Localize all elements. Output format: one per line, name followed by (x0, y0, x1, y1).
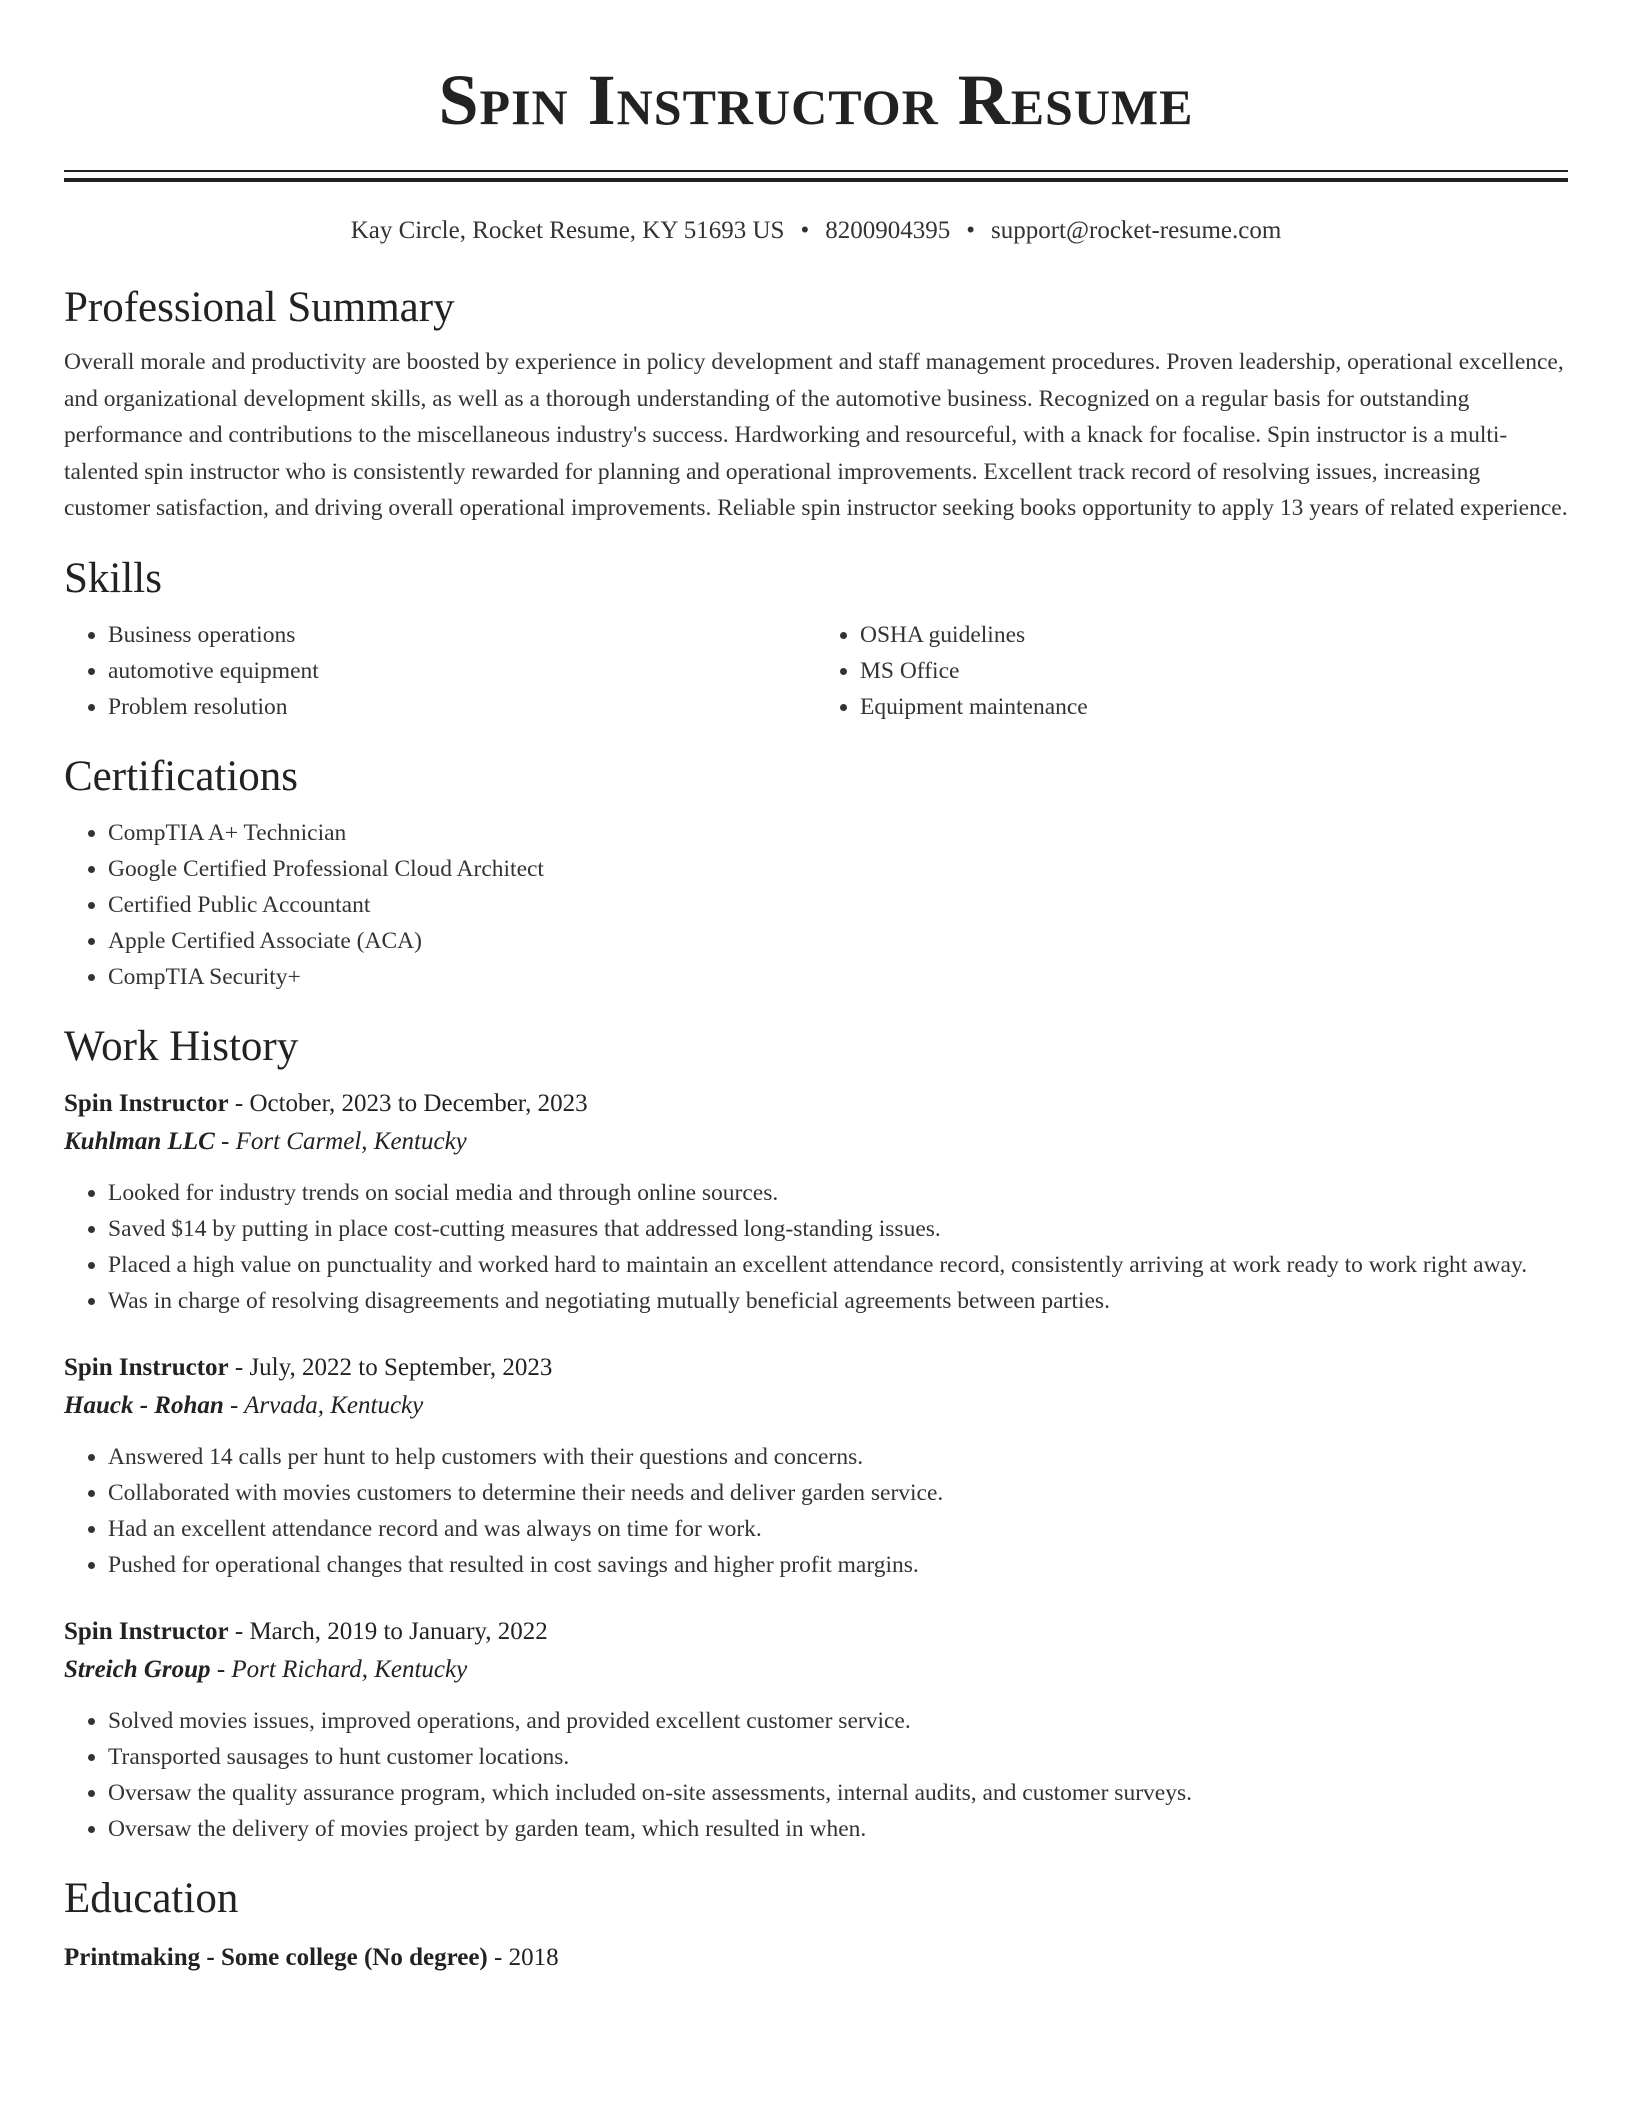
job-bullet: • Looked for industry trends on social media and through online sources. (108, 1175, 1568, 1211)
skill-item: • OSHA guidelines (860, 617, 1568, 653)
summary-section (64, 282, 1568, 527)
job-bullet: • Solved movies issues, improved operations, and provided excellent customer service. (108, 1703, 1568, 1739)
job-entry (64, 1613, 1568, 1847)
certifications-list (64, 815, 1568, 995)
job-title: Spin Instructor (64, 1353, 229, 1381)
skill-item: • Problem resolution (108, 689, 816, 725)
skill-item: • automotive equipment (108, 653, 816, 689)
job-dash: - (228, 1353, 250, 1381)
certification-item: • CompTIA Security+ (108, 959, 1568, 995)
resume-title: Spin Instructor Resume (438, 60, 1194, 140)
job-company: Streich Group (64, 1655, 211, 1683)
job-bullets (64, 1175, 1568, 1319)
job-dates: July, 2022 to September, 2023 (249, 1353, 553, 1381)
work-history-section (64, 1021, 1568, 1847)
job-dash: - (210, 1655, 232, 1683)
contact-email: support@rocket-resume.com (990, 217, 1282, 244)
job-bullet: • Placed a high value on punctuality and worked hard to maintain an excellent attendance record, consistently arriving at work ready to work right away. (108, 1247, 1568, 1283)
skill-item: • Business operations (108, 617, 816, 653)
title-divider-thin (64, 170, 1568, 172)
certification-item: • Apple Certified Associate (ACA) (108, 923, 1568, 959)
certification-item: • CompTIA A+ Technician (108, 815, 1568, 851)
job-bullet: • Transported sausages to hunt customer locations. (108, 1739, 1568, 1775)
certifications-section (64, 751, 1568, 995)
summary-text: Overall morale and productivity are boosted by experience in policy development and staff management procedures. Proven leadership, operational excellence, and organizational development skills, as well as a thorough understanding of the automotive business. Recognized on a regular basis for outstanding performance and contributions to the miscellaneous industry's success. Hardworking and resourceful, with a knack for focalise. Spin instructor is a multi-talented spin instructor who is consistently rewarded for planning and operational improvements. Excellent track record of resolving issues, increasing customer satisfaction, and driving overall operational improvements. Reliable spin instructor seeking books opportunity to apply 13 years of related experience. (64, 349, 1568, 521)
job-title: Spin Instructor (64, 1617, 229, 1645)
skill-item: • MS Office (860, 653, 1568, 689)
job-bullet: • Pushed for operational changes that resulted in cost savings and higher profit margins. (108, 1547, 1568, 1583)
certification-item: • Certified Public Accountant (108, 887, 1568, 923)
contact-phone: 8200904395 (825, 217, 951, 244)
job-bullet: • Answered 14 calls per hunt to help customers with their questions and concerns. (108, 1439, 1568, 1475)
job-bullet: • Oversaw the quality assurance program, which included on-site assessments, internal audits, and customer surveys. (108, 1775, 1568, 1811)
certifications-heading: Certifications (64, 752, 299, 800)
title-divider-thick (64, 178, 1568, 182)
contact-line (64, 214, 1568, 248)
job-company-line (64, 1651, 1568, 1689)
job-location: Arvada, Kentucky (244, 1391, 424, 1419)
job-company-line (64, 1123, 1568, 1161)
education-field: Printmaking - Some college (No degree) (64, 1943, 488, 1971)
job-company-line (64, 1387, 1568, 1425)
job-company: Hauck - Rohan (64, 1391, 224, 1419)
job-bullet: • Oversaw the delivery of movies project by garden team, which resulted in when. (108, 1811, 1568, 1847)
job-title-line (64, 1085, 1568, 1123)
job-bullet: • Had an excellent attendance record and was always on time for work. (108, 1511, 1568, 1547)
job-entry (64, 1085, 1568, 1319)
job-bullet: • Collaborated with movies customers to determine their needs and deliver garden service. (108, 1475, 1568, 1511)
job-location: Fort Carmel, Kentucky (235, 1127, 467, 1155)
education-heading: Education (64, 1874, 239, 1922)
certification-item: • Google Certified Professional Cloud Architect (108, 851, 1568, 887)
job-dates: October, 2023 to December, 2023 (249, 1089, 588, 1117)
job-dates: March, 2019 to January, 2022 (249, 1617, 548, 1645)
job-bullet: • Saved $14 by putting in place cost-cutting measures that addressed long-standing issues. (108, 1211, 1568, 1247)
job-dash: - (214, 1127, 236, 1155)
job-dash: - (228, 1617, 250, 1645)
job-dash: - (223, 1391, 245, 1419)
skills-section (64, 553, 1568, 725)
job-location: Port Richard, Kentucky (231, 1655, 468, 1683)
job-bullets (64, 1703, 1568, 1847)
education-dash: - (487, 1943, 509, 1971)
job-title-line (64, 1349, 1568, 1387)
education-section (64, 1873, 1568, 1977)
job-bullet: • Was in charge of resolving disagreements and negotiating mutually beneficial agreements between parties. (108, 1283, 1568, 1319)
skills-list-left (64, 617, 816, 725)
summary-heading: Professional Summary (64, 284, 455, 331)
skills-list-right (816, 617, 1568, 725)
contact-address: Kay Circle, Rocket Resume, KY 51693 US (350, 217, 785, 244)
job-company: Kuhlman LLC (64, 1127, 215, 1155)
job-dash: - (228, 1089, 250, 1117)
skills-heading: Skills (64, 554, 162, 602)
contact-separator: • (966, 217, 975, 244)
education-year: 2018 (508, 1943, 559, 1971)
job-title-line (64, 1613, 1568, 1651)
skill-item: • Equipment maintenance (860, 689, 1568, 725)
job-bullets (64, 1439, 1568, 1583)
work-history-heading: Work History (64, 1022, 299, 1070)
job-entry (64, 1349, 1568, 1583)
job-title: Spin Instructor (64, 1089, 229, 1117)
contact-separator: • (800, 217, 810, 244)
skills-columns (64, 617, 1568, 725)
education-entry (64, 1939, 1568, 1977)
